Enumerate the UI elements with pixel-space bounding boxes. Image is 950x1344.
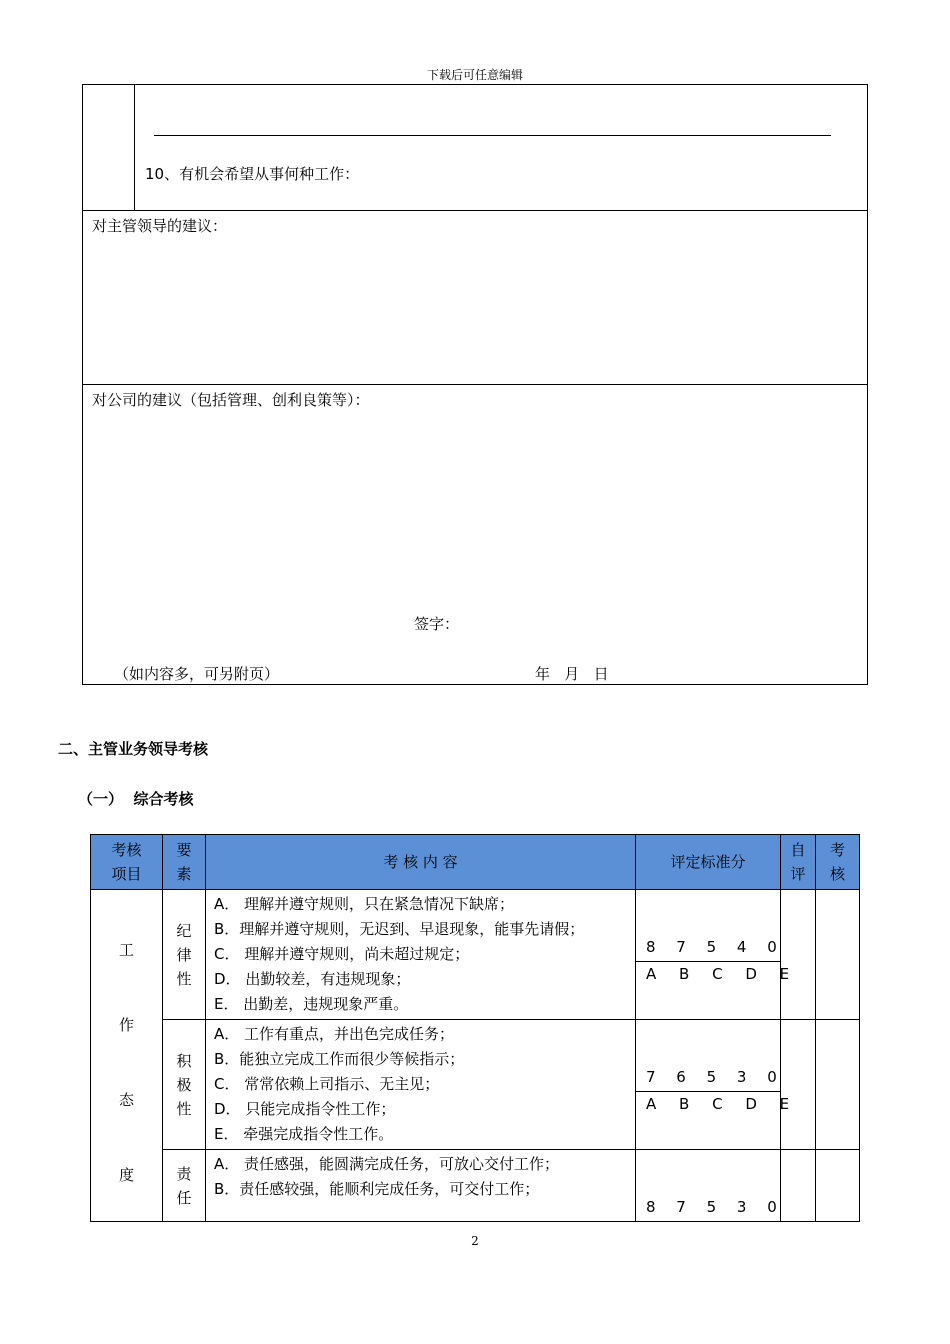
q10-left-cell (83, 85, 135, 210)
list-item: A． 理解并遵守规则，只在紧急情况下缺席； (214, 895, 515, 913)
responsibility-items (206, 1150, 636, 1222)
factor-responsibility: 责 任 (163, 1150, 206, 1222)
leader-suggestion-area[interactable] (83, 235, 867, 383)
section-title: 二、主管业务领导考核 (58, 740, 209, 758)
list-item: A． 责任感强，能圆满完成任务，可放心交付工作； (214, 1155, 560, 1173)
list-item: E． 出勤差，违规现象严重。 (214, 995, 409, 1013)
self-score-cell[interactable] (781, 890, 816, 1020)
company-suggestion-area[interactable] (83, 411, 867, 611)
assessment-table (90, 834, 860, 1222)
grade-letters: A B C D E (646, 965, 799, 983)
responsibility-standard (636, 1150, 785, 1222)
header-content: 考 核 内 容 (206, 835, 636, 890)
score-values: 7 6 5 3 0 (646, 1068, 785, 1086)
list-item: B．能独立完成工作而很少等候指示； (214, 1050, 465, 1068)
list-item: A． 工作有重点，并出色完成任务； (214, 1025, 455, 1043)
score-values: 8 7 5 3 0 (646, 1198, 785, 1216)
list-item: D． 只能完成指令性工作； (214, 1100, 396, 1118)
q10-label: 10、有机会希望从事何种工作： (145, 165, 360, 183)
review-score-cell[interactable] (816, 890, 860, 1020)
company-suggestion-label: 对公司的建议（包括管理、创利良策等）： (92, 391, 370, 409)
row-divider (83, 210, 867, 211)
q10-answer-line (154, 135, 831, 136)
list-item: C． 理解并遵守规则，尚未超过规定； (214, 945, 470, 963)
list-item: C． 常常依赖上司指示、无主见； (214, 1075, 440, 1093)
page-number: 2 (471, 1234, 479, 1248)
header-standard: 评定标准分 (636, 835, 781, 890)
list-item: B．责任感较强，能顺利完成任务，可交付工作； (214, 1180, 540, 1198)
attachment-note: （如内容多，可另附页） (114, 665, 280, 683)
initiative-standard (636, 1020, 799, 1150)
factor-initiative: 积 极 性 (163, 1020, 206, 1150)
list-item: E． 牵强完成指令性工作。 (214, 1125, 394, 1143)
header-review: 考 核 (816, 835, 860, 890)
list-item: B．理解并遵守规则，无迟到、早退现象，能事先请假； (214, 920, 585, 938)
header-factor: 要 素 (163, 835, 206, 890)
score-divider (636, 1091, 780, 1092)
self-score-cell[interactable] (781, 1020, 816, 1150)
score-values: 8 7 5 4 0 (646, 938, 785, 956)
initiative-items (206, 1020, 636, 1150)
discipline-standard (636, 890, 799, 1020)
header-item: 考核 项目 (91, 835, 163, 890)
review-score-cell[interactable] (816, 1020, 860, 1150)
section-subtitle: （一） 综合考核 (78, 790, 194, 808)
category-work-attitude: 工 作 态 度 (91, 890, 163, 1222)
review-score-cell[interactable] (816, 1150, 860, 1222)
discipline-items (206, 890, 636, 1020)
factor-discipline: 纪 律 性 (163, 890, 206, 1020)
page-header: 下载后可任意编辑 (426, 68, 523, 82)
list-item: D． 出勤较差，有违规现象； (214, 970, 411, 988)
suggestion-form (82, 84, 868, 685)
date-label: 年 月 日 (535, 665, 609, 683)
self-score-cell[interactable] (781, 1150, 816, 1222)
row-divider (83, 384, 867, 385)
score-divider (636, 961, 780, 962)
header-self: 自 评 (781, 835, 816, 890)
leader-suggestion-label: 对主管领导的建议： (92, 217, 228, 235)
signature-label: 签字： (414, 615, 460, 633)
grade-letters: A B C D E (646, 1095, 799, 1113)
